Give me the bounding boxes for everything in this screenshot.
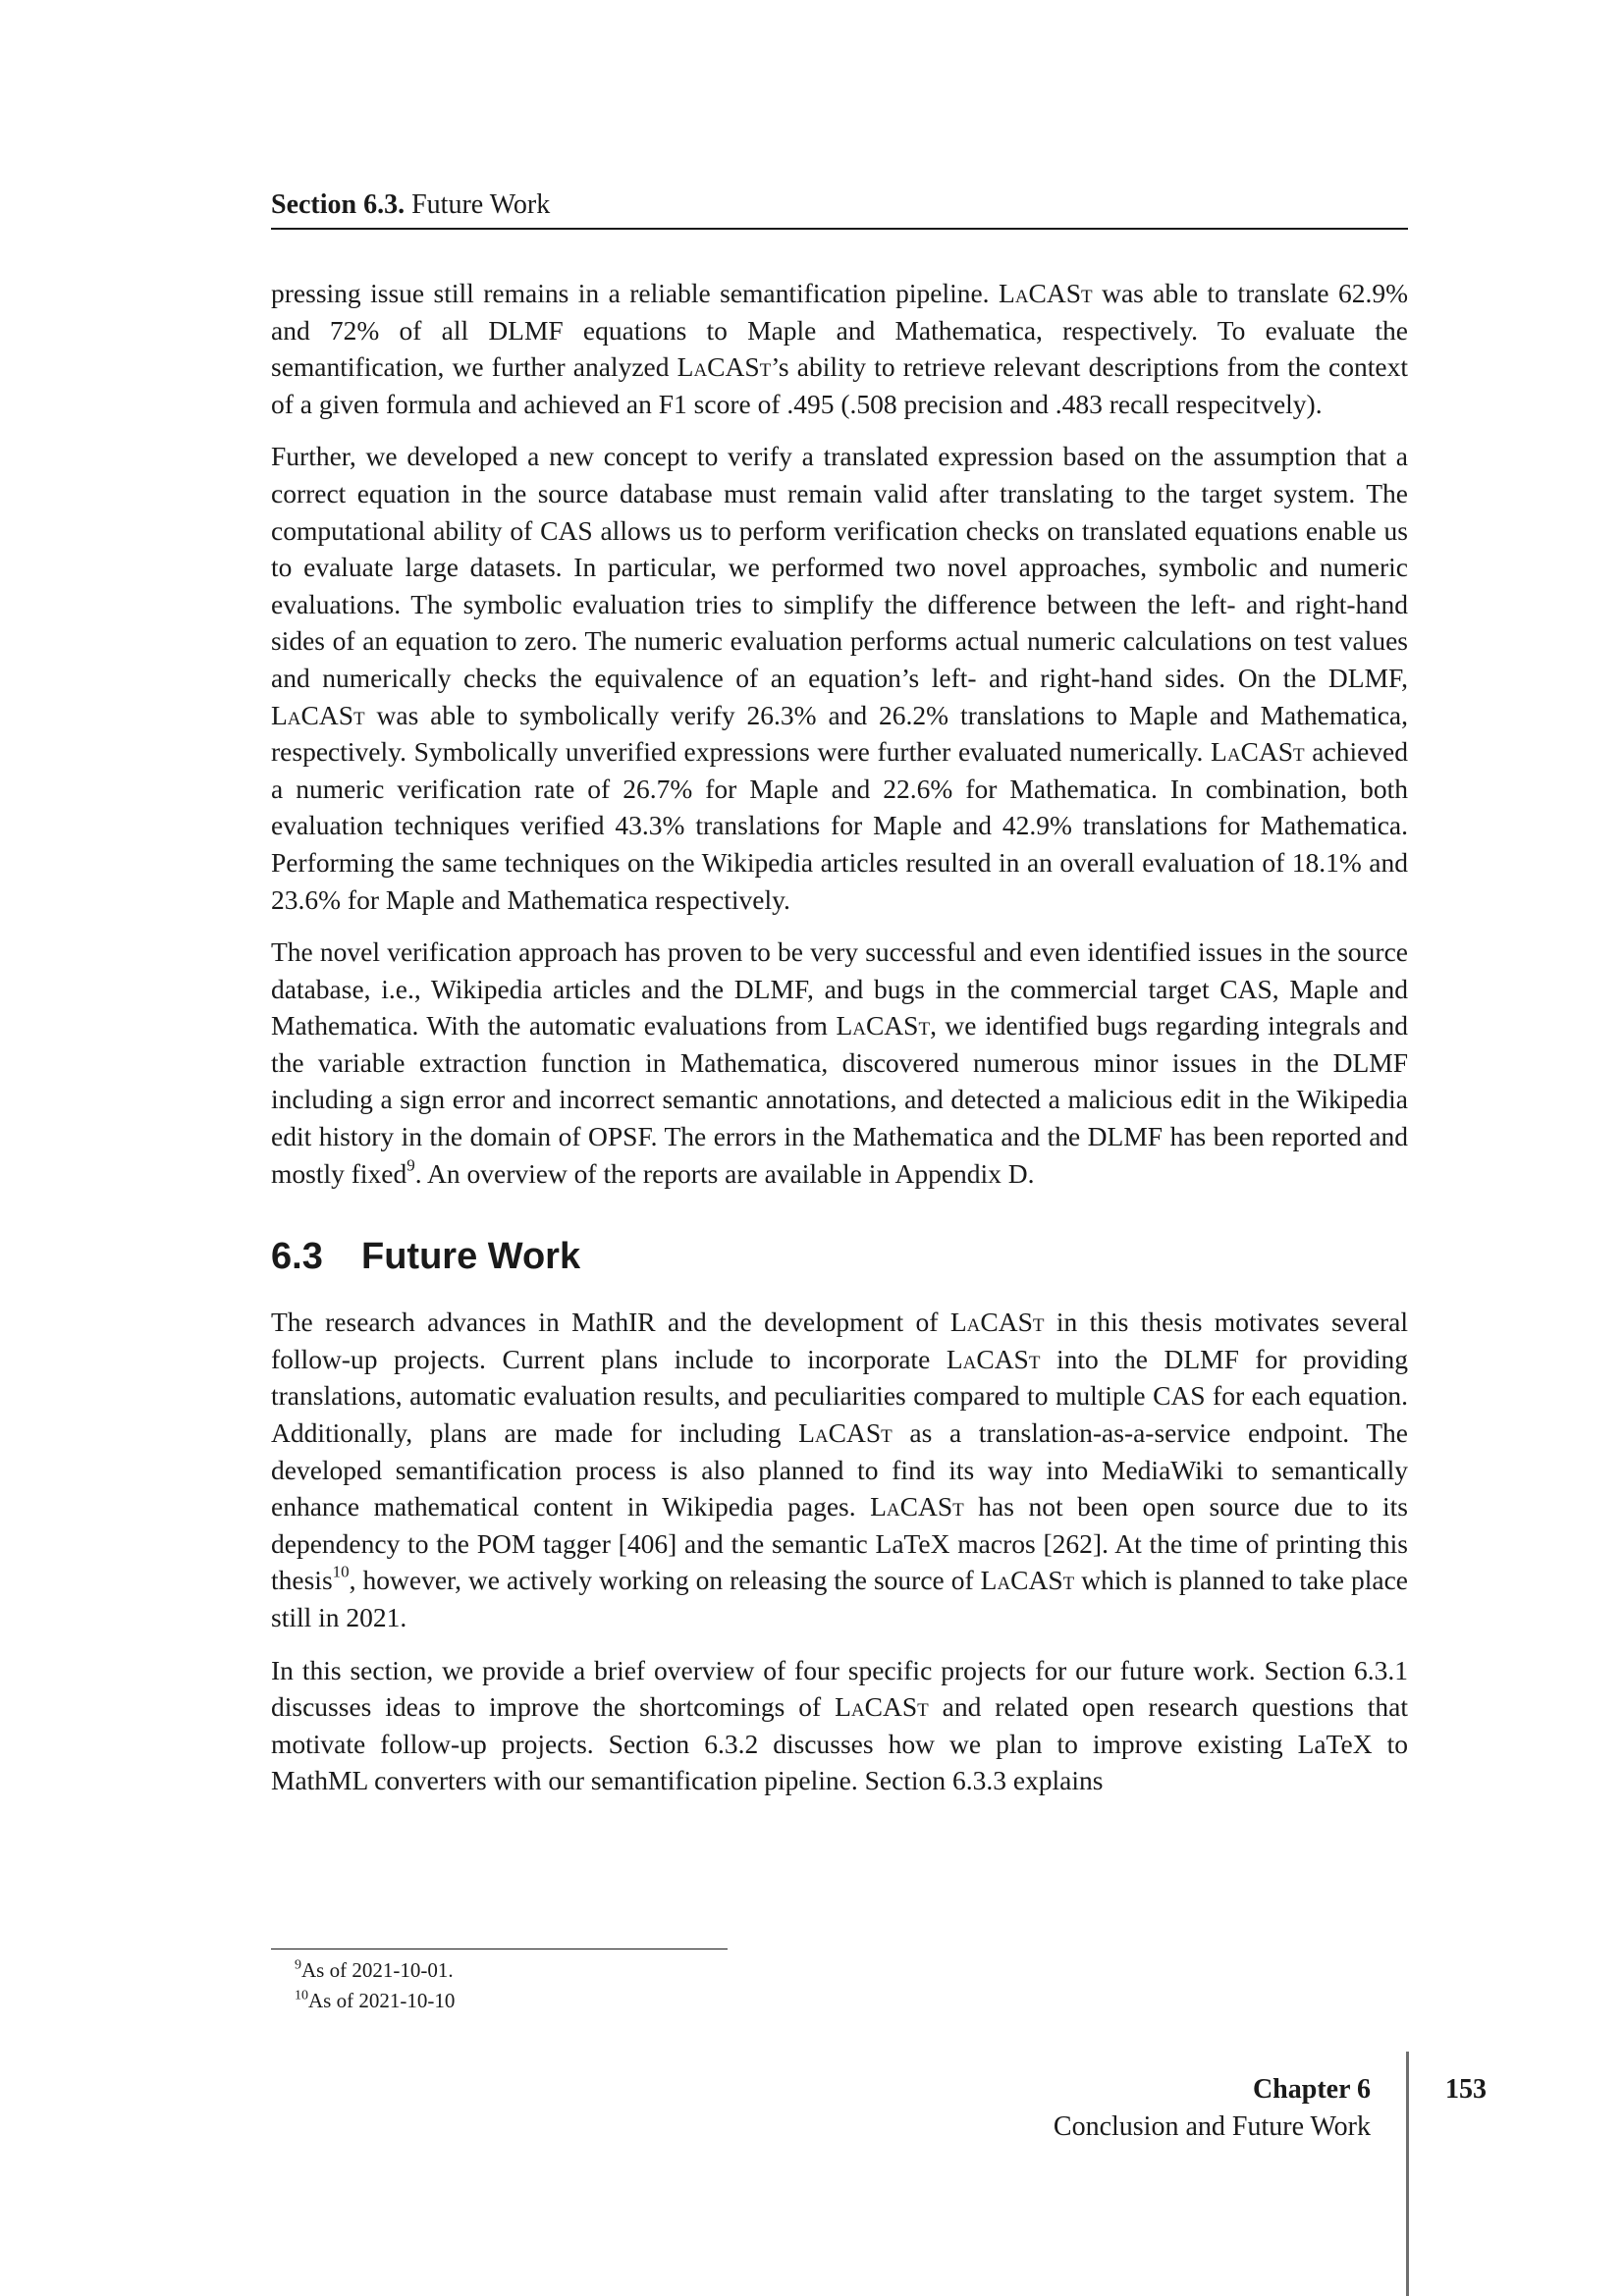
software-name: LaCASt [946, 1343, 1041, 1374]
footnote-ref: 9 [406, 1154, 415, 1174]
text-run: was able to symbolically verify 26.3% and 26.2% translations to Maple and Mathematica, respectively. Symbolically unverified expressions were further evaluated numerically. [271, 699, 1408, 768]
text-run: which is planned to take place still in 2021. [271, 1565, 1408, 1632]
software-name: LaCASt [271, 699, 365, 730]
section-title: Future Work [361, 1236, 581, 1278]
footnote-text: As of 2021-10-10 [308, 1989, 456, 2012]
header-section-title: Future Work [411, 189, 551, 220]
footer-chapter-label: Chapter 6 [1252, 2074, 1371, 2105]
body-paragraph-3 [271, 934, 1408, 1192]
text-run: into the DLMF for providing translations, automatic evaluation results, and peculiarities compared to multiple CAS for each equation. Additionally, plans are made for including [271, 1343, 1408, 1449]
footer-chapter-title: Conclusion and Future Work [1053, 2111, 1371, 2142]
section-number: 6.3 [271, 1236, 323, 1278]
text-run: The research advances in MathIR and the development of [271, 1307, 950, 1338]
text-run: was able to translate 62.9% and 72% of all DLMF equations to Maple and Mathematica, respectively. To evaluate the semantification, we further analyzed [271, 278, 1409, 383]
text-run: , we identified bugs regarding integrals and the variable extraction function in Mathematica, discovered numerous minor issues in the DLMF including a sign error and incorrect semantic annotations, and detected a malicious edit in the Wikipedia edit history in the domain of OPSF. The errors in the Mathematica and the DLMF has been reported and mostly fixed [271, 1010, 1408, 1189]
body-paragraph-1 [271, 275, 1408, 422]
text-run: in this thesis motivates several follow-up projects. Current plans include to incorporate [271, 1307, 1408, 1374]
text-run: achieved a numeric verification rate of 26.7% for Maple and 22.6% for Mathematica. In combination, both evaluation techniques verified 43.3% translations for Maple and 42.9% translations for Mathematica. Performing the same techniques on the Wikipedia articles resulted in an overall evaluation of 18.1% and 23.6% for Maple and Mathematica respectively. [271, 736, 1409, 915]
section-paragraph-2 [271, 1652, 1408, 1799]
footer-divider [1406, 2052, 1409, 2296]
text-run: has not been open source due to its dependency to the POM tagger [406] and the semantic LaTeX macros [262]. At the time of printing this thesis [271, 1491, 1408, 1596]
software-name: LaCASt [1211, 736, 1305, 768]
header-section-label: Section 6.3. [271, 189, 406, 220]
text-run: In this section, we provide a brief overview of four specific projects for our future work. Section 6.3.1 discusses ideas to improve the shortcomings of [271, 1654, 1408, 1723]
footer-chapter [880, 2071, 1371, 2146]
software-name: LaCASt [836, 1010, 931, 1041]
body-text [271, 275, 1408, 1815]
software-name: LaCASt [980, 1565, 1075, 1596]
text-run: pressing issue still remains in a reliable semantification pipeline. [271, 278, 1000, 308]
footnote-9 [295, 1955, 1178, 1986]
section-paragraph-1 [271, 1304, 1408, 1635]
text-run: The novel verification approach has proven to be very successful and even identified issues in the source database, i.e., Wikipedia articles and the DLMF, and bugs in the commercial target CAS, Maple and Mathematica. With the automatic evaluations from [271, 936, 1408, 1041]
text-run: ’s ability to retrieve relevant descriptions from the context of a given formula and achieved an F1 score of .495 (.508 precision and .483 recall respecitvely). [271, 351, 1408, 419]
footnote-ref: 10 [332, 1562, 350, 1581]
software-name: LaCASt [870, 1491, 964, 1522]
page-number: 153 [1445, 2074, 1487, 2105]
software-name: LaCASt [949, 1307, 1045, 1338]
footnote-text: As of 2021-10-01. [301, 1958, 454, 1982]
text-run: and related open research questions that motivate follow-up projects. Section 6.3.2 discusses how we plan to improve existing LaTeX to MathML converters with our semantification pipeline. Section 6.3.3 explains [271, 1691, 1409, 1796]
software-name: LaCASt [999, 278, 1093, 308]
body-paragraph-2 [271, 438, 1408, 918]
text-run: as a translation-as-a-service endpoint. The developed semantification process is also planned to find its way into MediaWiki to semantically enhance mathematical content in Wikipedia pages. [271, 1417, 1408, 1522]
footnotes [295, 1955, 1178, 2016]
footnote-mark: 10 [295, 1988, 308, 2003]
footnote-mark: 9 [295, 1957, 301, 1973]
footnote-10 [295, 1986, 1178, 2016]
section-heading [271, 1235, 1408, 1278]
software-name: LaCASt [835, 1691, 929, 1723]
running-header [271, 188, 1408, 230]
text-run: , however, we actively working on releasing the source of [349, 1565, 981, 1596]
software-name: LaCASt [677, 351, 772, 383]
text-run: . An overview of the reports are available in Appendix D. [414, 1157, 1035, 1189]
text-run: Further, we developed a new concept to verify a translated expression based on the assumption that a correct equation in the source database must remain valid after translating to the target system. The computational ability of CAS allows us to perform verification checks on translated equations enable us to evaluate large datasets. In particular, we performed two novel approaches, symbolic and numeric evaluations. The symbolic evaluation tries to simplify the difference between the left- and right-hand sides of an equation to zero. The numeric evaluation performs actual numeric calculations on test values and numerically checks the equivalence of an equation’s left- and right-hand sides. On the DLMF, [271, 441, 1408, 693]
software-name: LaCASt [798, 1417, 893, 1449]
